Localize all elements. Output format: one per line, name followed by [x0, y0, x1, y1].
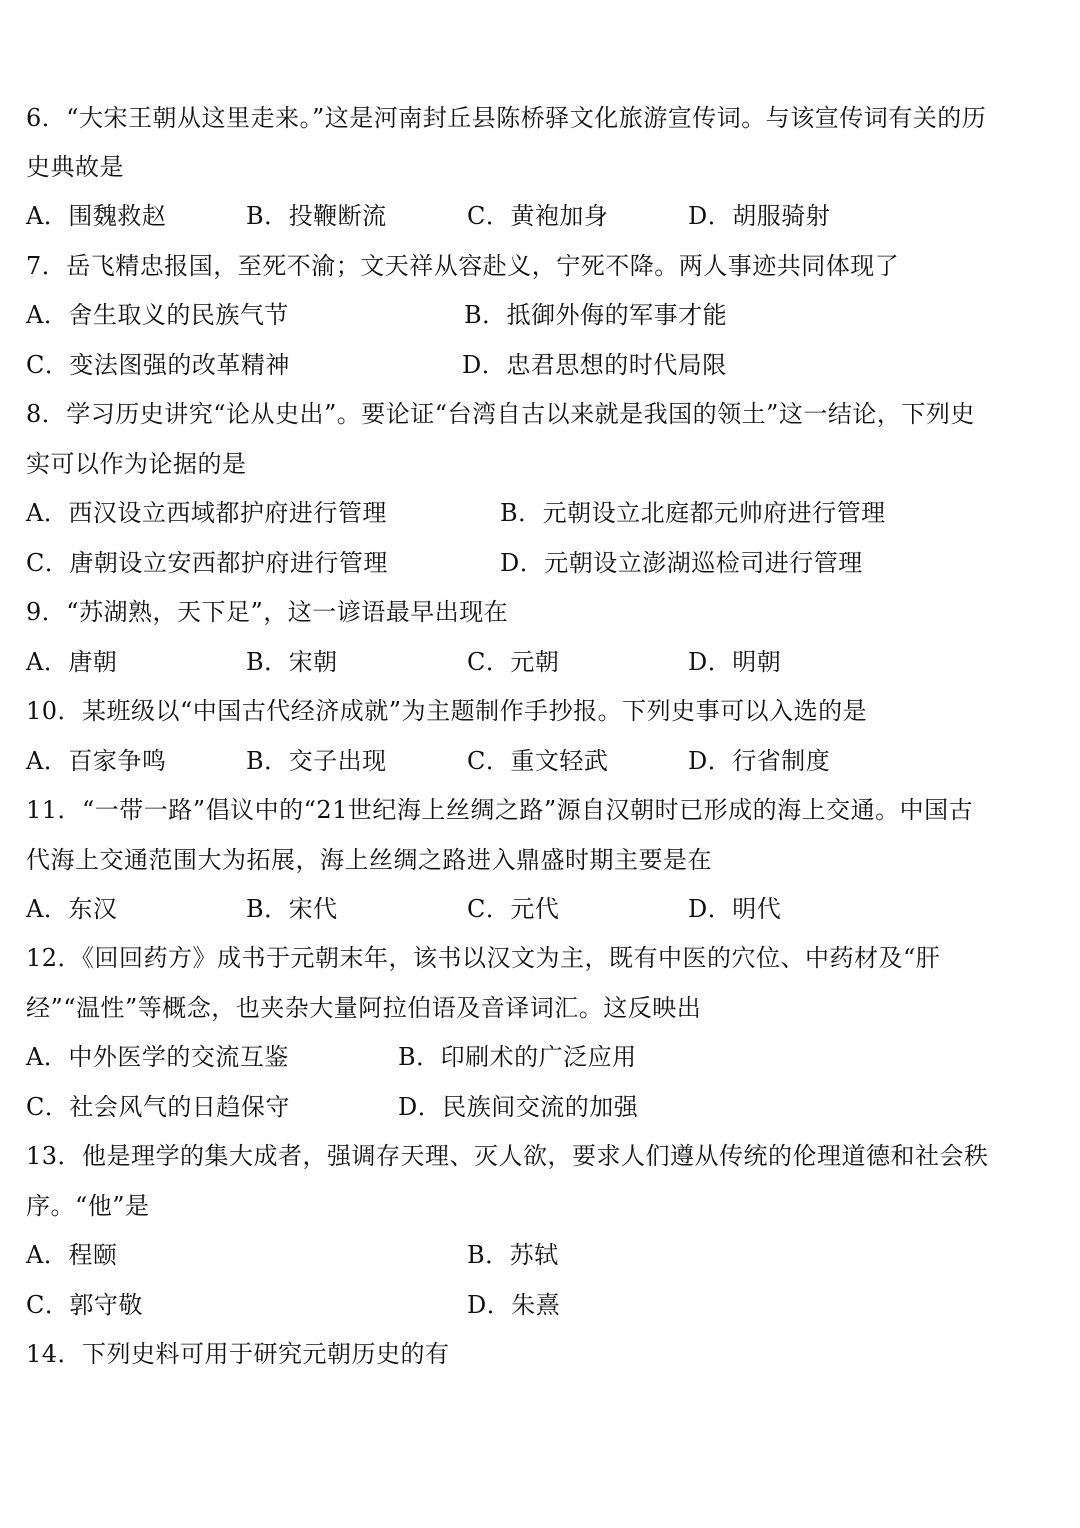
question-8-options-row-1 [26, 489, 1066, 538]
question-8-option-d[interactable]: D．元朝设立澎湖巡检司进行管理 [500, 549, 863, 577]
question-8-stem-line-2: 实可以作为论据的是 [26, 450, 247, 478]
question-11-options [26, 885, 1066, 934]
question-13-option-b[interactable]: B．苏轼 [467, 1241, 559, 1269]
question-8-option-c[interactable]: C．唐朝设立安西都护府进行管理 [26, 549, 388, 577]
question-12-stem-line-1: 12．《回回药方》成书于元朝末年，该书以汉文为主，既有中医的穴位、中药材及“肝 [26, 944, 941, 972]
question-13-option-c[interactable]: C．郭守敬 [26, 1291, 143, 1319]
question-10-option-c[interactable]: C．重文轻武 [467, 747, 609, 775]
question-8-options-row-2 [26, 539, 1066, 588]
question-11-stem-line-2: 代海上交通范围大为拓展，海上丝绸之路进入鼎盛时期主要是在 [26, 846, 712, 874]
question-7-option-a[interactable]: A．舍生取义的民族气节 [26, 301, 289, 329]
question-13-options-row-2 [26, 1281, 1066, 1330]
question-11-option-d[interactable]: D．明代 [688, 895, 782, 923]
question-12-options-row-1 [26, 1033, 1066, 1082]
question-7-option-c[interactable]: C．变法图强的改革精神 [26, 351, 290, 379]
question-7-option-d[interactable]: D．忠君思想的时代局限 [462, 351, 727, 379]
question-6-option-a[interactable]: A．围魏救赵 [26, 202, 167, 230]
question-12-option-c[interactable]: C．社会风气的日趋保守 [26, 1093, 290, 1121]
question-7-option-b[interactable]: B．抵御外侮的军事才能 [464, 301, 728, 329]
question-6-option-d[interactable]: D．胡服骑射 [688, 202, 831, 230]
question-6-stem-line-2: 史典故是 [26, 153, 124, 181]
question-8-stem-line-1: 8．学习历史讲究“论从史出”。要论证“台湾自古以来就是我国的领土”这一结论，下列史 [26, 400, 975, 428]
question-7-options-row-2 [26, 341, 1066, 390]
question-9-stem-line-1: 9．“苏湖熟，天下足”，这一谚语最早出现在 [26, 598, 509, 626]
question-7-stem-line-1: 7．岳飞精忠报国，至死不渝；文天祥从容赴义，宁死不降。两人事迹共同体现了 [26, 252, 900, 280]
question-11-option-c[interactable]: C．元代 [467, 895, 560, 923]
question-13-option-d[interactable]: D．朱熹 [467, 1291, 561, 1319]
question-14-stem-line-1: 14．下列史料可用于研究元朝历史的有 [26, 1340, 450, 1368]
question-10-option-b[interactable]: B．交子出现 [246, 747, 387, 775]
question-6-option-c[interactable]: C．黄袍加身 [467, 202, 609, 230]
question-6-option-b[interactable]: B．投鞭断流 [246, 202, 387, 230]
question-13-stem-line-2: 序。“他”是 [26, 1192, 150, 1220]
question-6-options [26, 192, 1066, 241]
question-9-option-b[interactable]: B．宋朝 [246, 648, 338, 676]
question-7-options-row-1 [26, 291, 1066, 340]
question-9-option-a[interactable]: A．唐朝 [26, 648, 118, 676]
question-10-option-a[interactable]: A．百家争鸣 [26, 747, 167, 775]
question-13-options-row-1 [26, 1231, 1066, 1280]
question-12-options-row-2 [26, 1083, 1066, 1132]
question-12-option-b[interactable]: B．印刷术的广泛应用 [398, 1043, 637, 1071]
question-8-option-a[interactable]: A．西汉设立西域都护府进行管理 [26, 499, 387, 527]
question-10-options [26, 737, 1066, 786]
question-12-option-a[interactable]: A．中外医学的交流互鉴 [26, 1043, 289, 1071]
question-11-option-b[interactable]: B．宋代 [246, 895, 338, 923]
question-11-stem-line-1: 11．“一带一路”倡议中的“21世纪海上丝绸之路”源自汉朝时已形成的海上交通。中国古 [26, 796, 974, 824]
question-9-option-c[interactable]: C．元朝 [467, 648, 560, 676]
question-13-stem-line-1: 13．他是理学的集大成者，强调存天理、灭人欲，要求人们遵从传统的伦理道德和社会秩 [26, 1142, 989, 1170]
question-9-option-d[interactable]: D．明朝 [688, 648, 782, 676]
question-12-stem-line-2: 经”“温性”等概念，也夹杂大量阿拉伯语及音译词汇。这反映出 [26, 994, 702, 1022]
question-12-option-d[interactable]: D．民族间交流的加强 [398, 1093, 639, 1121]
question-13-option-a[interactable]: A．程颐 [26, 1241, 118, 1269]
question-9-options [26, 638, 1066, 687]
question-6-stem-line-1: 6．“大宋王朝从这里走来。”这是河南封丘县陈桥驿文化旅游宣传词。与该宣传词有关的历 [26, 104, 987, 132]
question-10-stem-line-1: 10．某班级以“中国古代经济成就”为主题制作手抄报。下列史事可以入选的是 [26, 697, 868, 725]
question-11-option-a[interactable]: A．东汉 [26, 895, 118, 923]
question-8-option-b[interactable]: B．元朝设立北庭都元帅府进行管理 [500, 499, 886, 527]
question-10-option-d[interactable]: D．行省制度 [688, 747, 831, 775]
